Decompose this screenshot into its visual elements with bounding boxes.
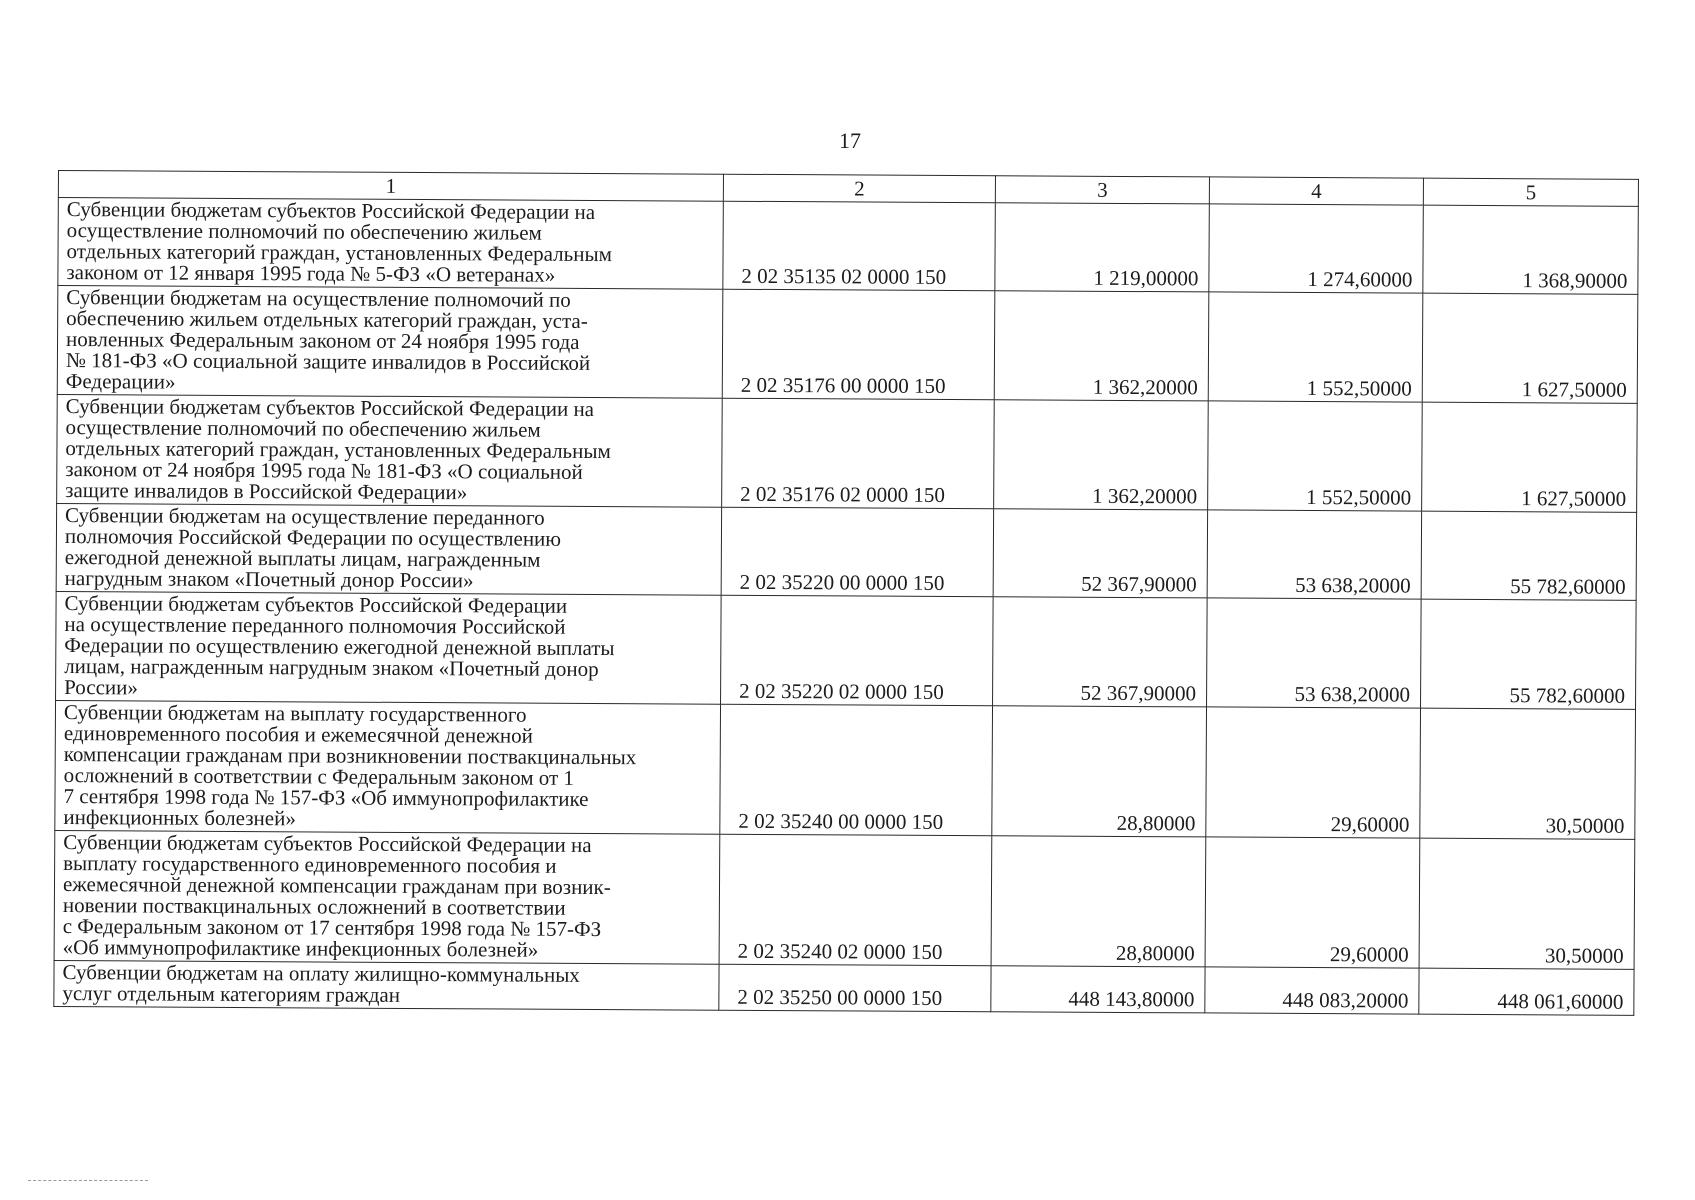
description-line: полномочия Российской Федерации по осуществлению xyxy=(64,524,562,551)
description-line: компенсации гражданам при возникновении поствакцинальных xyxy=(63,742,637,770)
header-col-1: 1 xyxy=(58,171,723,202)
value-col-3: 1 362,20000 xyxy=(994,291,1209,401)
value-col-4: 1 274,60000 xyxy=(1209,204,1423,293)
budget-classification-code: 2 02 35240 00 0000 150 xyxy=(720,704,993,836)
description-line: Субвенции бюджетам на осуществление полномочий по xyxy=(66,285,571,312)
value-col-3: 28,80000 xyxy=(991,836,1206,967)
row-description xyxy=(57,286,723,399)
row-description xyxy=(54,960,719,1010)
value-col-5: 55 782,60000 xyxy=(1421,511,1636,600)
description-line: 7 сентября 1998 года № 157-ФЗ «Об иммунопрофилактике xyxy=(63,784,589,811)
description-line: ежемесячной денежной компенсации гражданам при возник- xyxy=(62,872,611,900)
value-col-5: 30,50000 xyxy=(1420,708,1636,839)
value-col-5: 55 782,60000 xyxy=(1421,599,1637,709)
row-description xyxy=(56,591,722,704)
description-line: нагрудным знаком «Почетный донор России» xyxy=(64,566,474,593)
value-col-3: 1 219,00000 xyxy=(995,203,1209,292)
description-line: «Об иммунопрофилактике инфекционных болезней» xyxy=(62,935,539,962)
budget-classification-code: 2 02 35220 02 0000 150 xyxy=(721,595,994,706)
row-description xyxy=(58,198,723,290)
budget-table xyxy=(53,170,1639,1016)
value-col-3: 1 362,20000 xyxy=(994,400,1209,510)
description-line: отдельных категорий граждан, установленных Федеральным xyxy=(65,436,611,464)
description-line: России» xyxy=(64,675,138,700)
description-line: новленных Федеральным законом от 24 ноября 1995 года xyxy=(65,327,580,354)
description-line: на осуществление переданного полномочия Российской xyxy=(64,612,566,639)
description-line: Субвенции бюджетам субъектов Российской Федерации на xyxy=(65,394,595,421)
table-row xyxy=(57,286,1638,404)
row-description xyxy=(56,503,721,595)
value-col-4: 1 552,50000 xyxy=(1208,401,1423,511)
description-line: осложнений в соответствии с Федеральным законом от 1 xyxy=(63,763,575,790)
description-line: № 181-ФЗ «О социальной защите инвалидов в Российской xyxy=(65,348,591,375)
description-line: выплату государственного единовременного пособия и xyxy=(63,851,557,878)
value-col-5: 448 061,60000 xyxy=(1419,968,1634,1015)
budget-classification-code: 2 02 35240 02 0000 150 xyxy=(719,834,992,966)
row-description xyxy=(54,830,720,964)
value-col-4: 1 552,50000 xyxy=(1208,292,1423,402)
description-line: Субвенции бюджетам на осуществление переданного xyxy=(65,503,545,530)
header-col-5: 5 xyxy=(1423,178,1638,206)
value-col-5: 1 368,90000 xyxy=(1423,205,1638,294)
description-line: защите инвалидов в Российской Федерации» xyxy=(65,478,468,505)
description-line: Федерации» xyxy=(65,369,176,394)
description-line: инфекционных болезней» xyxy=(63,805,296,831)
table-row xyxy=(56,503,1636,600)
row-description xyxy=(57,394,723,507)
description-line: законом от 12 января 1995 года № 5-ФЗ «О ветеранах» xyxy=(66,260,556,287)
value-col-4: 53 638,20000 xyxy=(1207,510,1421,599)
value-col-3: 28,80000 xyxy=(992,706,1207,837)
description-line: осуществление полномочий по обеспечению жильем xyxy=(65,415,541,442)
row-description xyxy=(55,700,721,834)
table-row xyxy=(58,198,1638,295)
description-line: ежегодной денежной выплаты лицам, награжденным xyxy=(64,545,541,572)
table-body xyxy=(54,198,1638,1016)
budget-classification-code: 2 02 35220 00 0000 150 xyxy=(721,507,993,597)
table-row xyxy=(56,591,1637,709)
description-line: услуг отдельным категориям граждан xyxy=(62,981,401,1007)
value-col-3: 448 143,80000 xyxy=(991,966,1205,1013)
table-row xyxy=(54,960,1634,1015)
description-line: отдельных категорий граждан, установленных Федеральным xyxy=(66,239,612,267)
description-line: Субвенции бюджетам на выплату государственного xyxy=(63,700,527,727)
description-line: Субвенции бюджетам на оплату жилищно-коммунальных xyxy=(62,960,580,987)
table-row xyxy=(54,830,1635,969)
page-number: 17 xyxy=(839,128,861,153)
description-line: осуществление полномочий по обеспечению жильем xyxy=(66,218,542,245)
description-line: Субвенции бюджетам субъектов Российской Федерации xyxy=(64,591,568,618)
description-line: Субвенции бюджетам субъектов Российской Федерации на xyxy=(66,197,596,225)
value-col-4: 53 638,20000 xyxy=(1207,598,1422,708)
table-row xyxy=(57,394,1638,512)
header-col-4: 4 xyxy=(1209,177,1423,205)
description-line: с Федеральным законом от 17 сентября 1998 года № 157-ФЗ xyxy=(62,914,602,942)
header-col-3: 3 xyxy=(995,176,1209,204)
budget-classification-code: 2 02 35135 02 0000 150 xyxy=(723,201,995,291)
budget-classification-code: 2 02 35250 00 0000 150 xyxy=(719,964,991,1012)
budget-classification-code: 2 02 35176 02 0000 150 xyxy=(722,398,995,509)
description-line: обеспечению жильем отдельных категорий граждан, уста- xyxy=(66,306,588,333)
budget-classification-code: 2 02 35176 00 0000 150 xyxy=(722,289,995,400)
value-col-3: 52 367,90000 xyxy=(993,597,1208,707)
description-line: лицам, награжденным нагрудным знаком «Почетный донор xyxy=(64,654,599,682)
value-col-3: 52 367,90000 xyxy=(993,509,1207,598)
scan-artifact-line xyxy=(28,1180,148,1181)
description-line: новении поствакцинальных осложнений в соответствии xyxy=(62,893,566,920)
value-col-4: 448 083,20000 xyxy=(1205,967,1419,1014)
table-row xyxy=(55,700,1636,839)
header-col-2: 2 xyxy=(723,174,995,203)
description-line: Федерации по осуществлению ежегодной денежной выплаты xyxy=(64,633,615,661)
value-col-5: 1 627,50000 xyxy=(1422,293,1638,403)
value-col-5: 1 627,50000 xyxy=(1422,402,1638,512)
description-line: законом от 24 ноября 1995 года № 181-ФЗ «О социальной xyxy=(65,457,583,484)
value-col-4: 29,60000 xyxy=(1206,707,1421,838)
description-line: Субвенции бюджетам субъектов Российской Федерации на xyxy=(63,830,592,857)
value-col-4: 29,60000 xyxy=(1205,837,1420,968)
description-line: единовременного пособия и ежемесячной денежной xyxy=(63,721,534,748)
value-col-5: 30,50000 xyxy=(1419,838,1635,969)
